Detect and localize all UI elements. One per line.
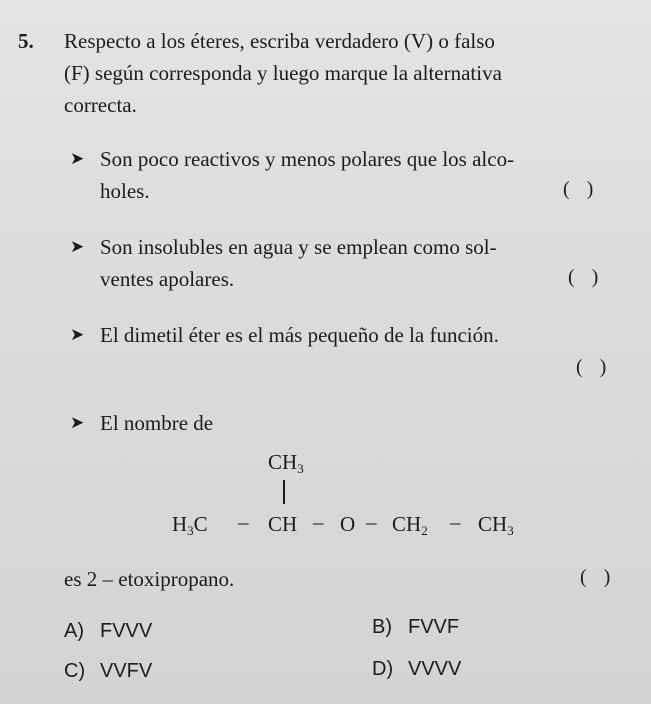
question-prompt-line-1: Respecto a los éteres, escriba verdadero (V) o falso: [64, 29, 495, 53]
formula-branch-sub: 3: [297, 461, 304, 476]
statement-4-answer-box[interactable]: ( ): [580, 566, 617, 588]
question-number: 5.: [18, 29, 34, 53]
formula-bond-2: –: [313, 510, 324, 534]
formula-methyl-left: [172, 512, 208, 539]
formula-oxygen: O: [340, 512, 356, 536]
statement-2-answer-box[interactable]: ( ): [568, 266, 605, 288]
formula-ethyl-ch2: [392, 512, 428, 539]
formula-bond-3: –: [366, 510, 377, 534]
option-b-letter: B): [372, 616, 392, 638]
bullet-arrow-icon: ➤: [70, 237, 85, 256]
statement-2-line-2: ventes apolares.: [100, 267, 235, 291]
formula-bond-vertical: [283, 480, 285, 504]
bullet-arrow-icon: ➤: [70, 149, 85, 168]
bullet-arrow-icon: ➤: [70, 325, 85, 344]
question-prompt-line-3: correcta.: [64, 93, 137, 117]
formula-branch-text: CH: [268, 450, 298, 474]
statement-1-line-1: Son poco reactivos y menos polares que los alco-: [100, 147, 515, 171]
formula-left-sub: 3: [187, 523, 194, 538]
option-b-value: FVVF: [408, 616, 460, 638]
option-d-letter: D): [372, 658, 394, 680]
statement-4-line-1: El nombre de: [100, 411, 214, 435]
option-c-value: VVFV: [100, 660, 153, 682]
bullet-arrow-icon: ➤: [70, 413, 85, 432]
option-a-value: FVVV: [100, 620, 153, 642]
statement-1-line-2: holes.: [100, 179, 150, 203]
formula-left-text: H: [172, 512, 188, 536]
formula-bond-1: –: [238, 510, 249, 534]
formula-bond-4: –: [450, 510, 461, 534]
formula-ethyl-ch3: [478, 512, 514, 539]
statement-3-answer-box[interactable]: ( ): [576, 356, 613, 378]
statement-1-answer-box[interactable]: ( ): [563, 178, 600, 200]
option-a-letter: A): [64, 620, 84, 642]
statement-2-line-1: Son insolubles en agua y se emplean como sol-: [100, 235, 497, 259]
formula-left-tail: C: [193, 512, 208, 536]
formula-ethyl2-sub: 3: [507, 523, 514, 538]
formula-ethyl1-text: CH: [392, 512, 422, 536]
formula-ethyl2-text: CH: [478, 512, 508, 536]
option-d-value: VVVV: [408, 658, 462, 680]
option-c-letter: C): [64, 660, 86, 682]
statement-4-line-2: es 2 – etoxipropano.: [64, 567, 235, 591]
formula-ethyl1-sub: 2: [421, 523, 428, 538]
statement-3-line-1: El dimetil éter es el más pequeño de la función.: [100, 323, 499, 347]
formula-branch-methyl: [268, 450, 304, 477]
formula-center-ch: CH: [268, 512, 298, 536]
question-prompt-line-2: (F) según corresponda y luego marque la alternativa: [64, 61, 502, 85]
